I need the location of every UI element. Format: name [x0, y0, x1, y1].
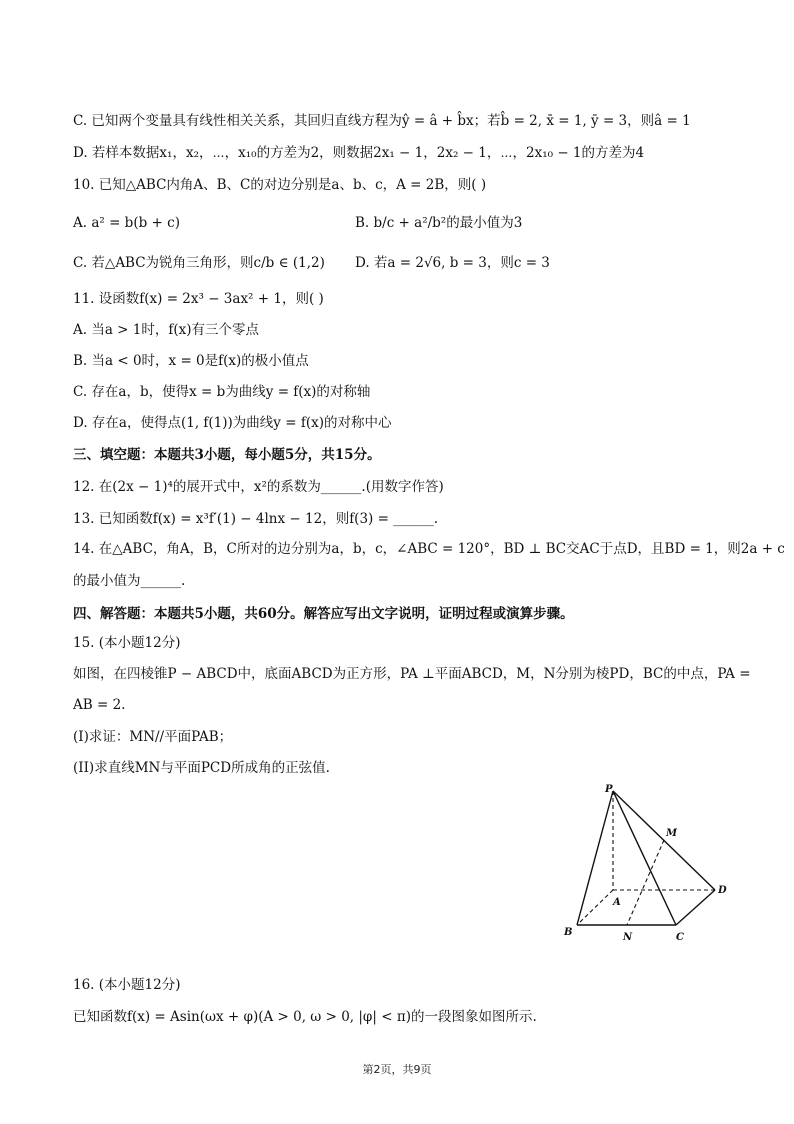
q10-option-d: D. 若a = 2√6, b = 3，则c = 3 [355, 255, 550, 271]
pyramid-figure [555, 780, 735, 950]
page-footer: 第2页，共9页 [362, 1063, 432, 1076]
edge-pb [577, 791, 613, 925]
label-d: D [718, 885, 727, 896]
q11-option-d: D. 存在a，使得点(1, f(1))为曲线y = f(x)的对称中心 [73, 415, 392, 431]
q10-option-b: B. b/c + a²/b²的最小值为3 [355, 215, 523, 231]
q11-option-a: A. 当a > 1时，f(x)有三个零点 [73, 322, 260, 338]
label-n: N [623, 932, 633, 943]
q10-option-a: A. a² = b(b + c) [73, 215, 180, 231]
edge-pc [613, 791, 676, 925]
q13: 13. 已知函数f(x) = x³f′(1) − 4lnx − 12，则f(3) = ______. [73, 511, 438, 527]
q11-option-c: C. 存在a，b，使得x = b为曲线y = f(x)的对称轴 [73, 384, 371, 400]
q11-stem: 11. 设函数f(x) = 2x³ − 3ax² + 1，则( ) [73, 291, 324, 307]
q15-header: 15. (本小题12分) [73, 635, 181, 651]
q15-part2: (II)求直线MN与平面PCD所成角的正弦值. [73, 760, 330, 776]
label-m: M [666, 828, 678, 839]
q14-line1: 14. 在△ABC，角A，B，C所对的边分别为a，b，c，∠ABC = 120°，BD ⊥ BC交AC于点D，且BD = 1，则2a + c [73, 541, 785, 557]
q10-stem: 10. 已知△ABC内角A、B、C的对边分别是a、b、c，A = 2B，则( ) [73, 177, 487, 193]
section-3-heading: 三、填空题：本题共3小题，每小题5分，共15分。 [73, 447, 381, 463]
q10-option-c: C. 若△ABC为锐角三角形，则c/b ∈ (1,2) [73, 255, 325, 271]
q15-line1: 如图，在四棱锥P − ABCD中，底面ABCD为正方形，PA ⊥平面ABCD，M，N分别为棱PD，BC的中点，PA = [73, 666, 751, 682]
label-p: P [605, 784, 613, 795]
q12: 12. 在(2x − 1)⁴的展开式中，x²的系数为______.(用数字作答) [73, 479, 444, 495]
q16-header: 16. (本小题12分) [73, 977, 181, 993]
label-c: C [676, 932, 684, 943]
q15-part1: (I)求证：MN//平面PAB； [73, 729, 233, 745]
segment-mn [627, 840, 664, 925]
edge-cd [676, 890, 715, 925]
q9-option-d: D. 若样本数据x₁，x₂，⋯，x₁₀的方差为2，则数据2x₁ − 1，2x₂ − 1，⋯，2x₁₀ − 1的方差为4 [73, 145, 645, 161]
q16-line1: 已知函数f(x) = Asin(ωx + φ)(A > 0, ω > 0, |φ| < π)的一段图象如图所示. [73, 1009, 537, 1025]
q9-option-c: C. 已知两个变量具有线性相关关系，其回归直线方程为ŷ = â + b̂x；若b̂ = 2, x̄ = 1, ȳ = 3，则â = 1 [73, 113, 691, 129]
label-b: B [564, 927, 573, 938]
q15-line2: AB = 2. [73, 697, 126, 713]
q14-line2: 的最小值为______. [73, 573, 186, 589]
label-a: A [613, 897, 621, 908]
q11-option-b: B. 当a < 0时，x = 0是f(x)的极小值点 [73, 353, 309, 369]
section-4-heading: 四、解答题：本题共5小题，共60分。解答应写出文字说明，证明过程或演算步骤。 [73, 606, 574, 622]
